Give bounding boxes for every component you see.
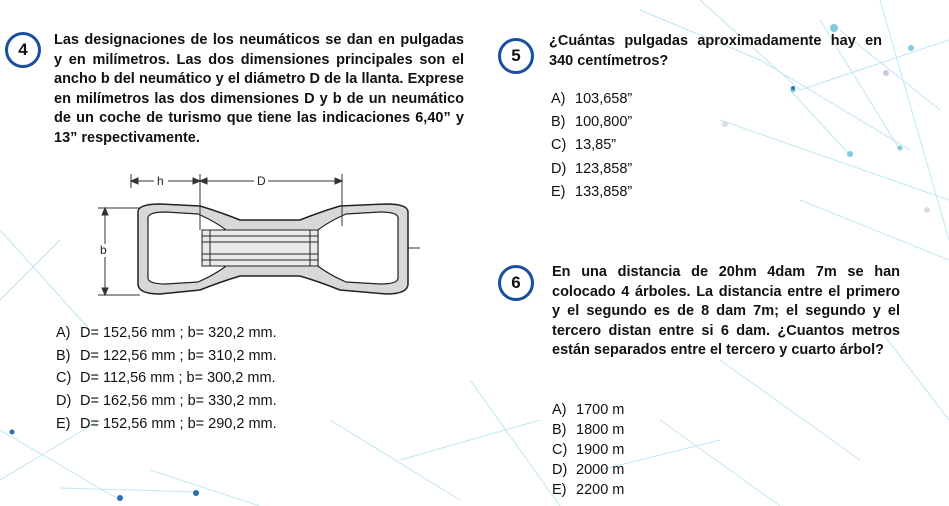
- option-c[interactable]: C) D= 112,56 mm ; b= 300,2 mm.: [56, 370, 276, 387]
- question-5-options: [551, 88, 632, 204]
- option-b[interactable]: B) 100,800”: [551, 114, 633, 131]
- label-d: D: [257, 174, 266, 188]
- option-d[interactable]: D) D= 162,56 mm ; b= 330,2 mm.: [56, 393, 277, 410]
- option-a[interactable]: A) 103,658”: [551, 91, 633, 107]
- option-b[interactable]: B) D= 122,56 mm ; b= 310,2 mm.: [56, 347, 277, 364]
- option-e[interactable]: E) 2200 m: [552, 482, 625, 498]
- question-4-number: 4: [5, 32, 41, 68]
- tire-diagram: [90, 168, 420, 298]
- question-6-number: 6: [498, 265, 534, 301]
- option-b[interactable]: B) 1800 m: [552, 422, 625, 438]
- question-5-number: 5: [498, 38, 534, 74]
- question-6-text: En una distancia de 20hm 4dam 7m se han colocado 4 árboles. La distancia entre el primero y el segundo es de 8 dam 7m; el segundo y el tercero distan entre si 6 dam. ¿Cuantos metros están separados entre el tercero y cuarto árbol?: [552, 264, 900, 358]
- option-e[interactable]: E) 133,858”: [551, 183, 633, 200]
- question-6-options: [552, 400, 624, 500]
- option-d[interactable]: D) 123,858”: [551, 160, 633, 177]
- option-d[interactable]: D) 2000 m: [552, 462, 625, 478]
- option-a[interactable]: A) D= 152,56 mm ; b= 320,2 mm.: [56, 325, 277, 341]
- question-4-options: [56, 322, 277, 435]
- option-e[interactable]: E) D= 152,56 mm ; b= 290,2 mm.: [56, 415, 277, 432]
- label-b: b: [100, 243, 107, 257]
- label-h: h: [157, 174, 164, 188]
- option-c[interactable]: C) 13,85”: [551, 137, 617, 154]
- question-4-text: Las designaciones de los neumáticos se dan en pulgadas y en milímetros. Las dos dimensiones principales son el ancho b del neumático y el diámetro D de la llanta. Exprese en milímetros las dos dimensiones D y b de un neumático de un coche de turismo que tiene las indicaciones 6,40” y 13” respectivamente.: [54, 32, 464, 146]
- option-c[interactable]: C) 1900 m: [552, 442, 625, 458]
- option-a[interactable]: A) 1700 m: [552, 402, 625, 418]
- question-5-text: ¿Cuántas pulgadas aproximadamente hay en 340 centímetros?: [549, 33, 882, 69]
